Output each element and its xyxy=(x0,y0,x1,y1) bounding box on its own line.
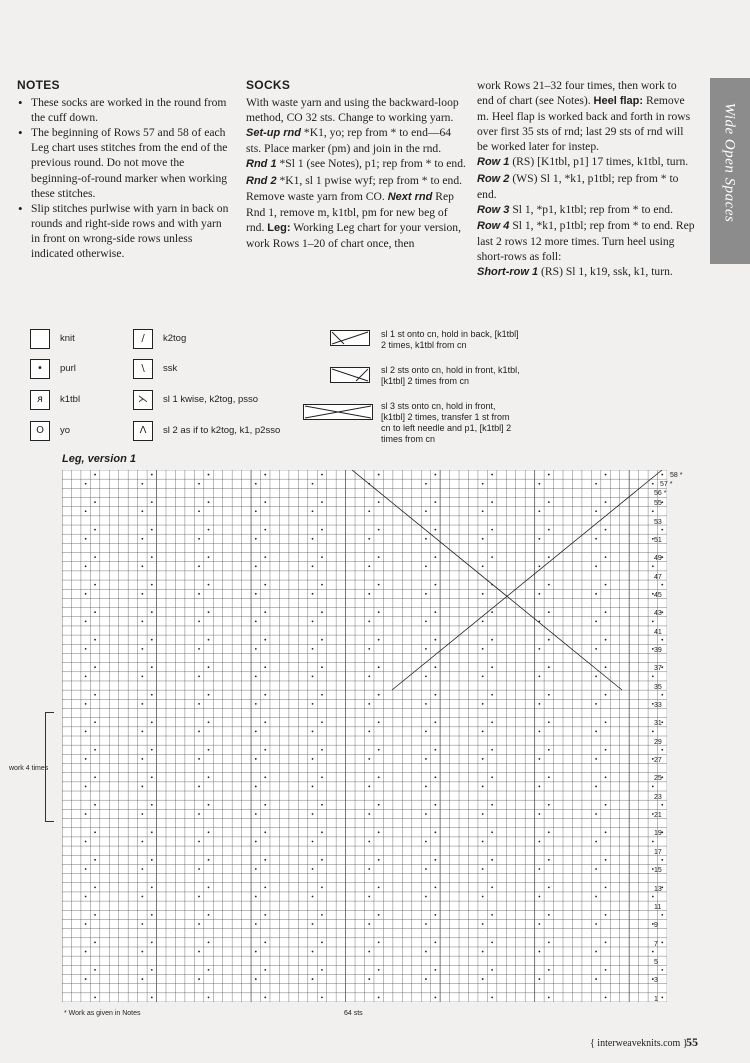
note-item: • The beginning of Rows 57 and 58 of each Leg chart uses stitches from the end of the previous round. Do not move the beginning-of-round marker when working these stitches. xyxy=(17,125,232,200)
cable-left-icon xyxy=(330,367,370,383)
row1-paragraph xyxy=(477,154,695,170)
row2-text: (WS) Sl 1, *k1, p1tbl; rep from * to end. xyxy=(477,171,679,201)
repeat-label: work 4 times xyxy=(9,765,49,772)
setup-label: Set-up rnd xyxy=(246,127,301,140)
k1tbl-symbol-icon: ᴙ xyxy=(30,390,50,410)
cable-2-label: sl 2 sts onto cn, hold in front, k1tbl, [k1tbl] 2 times from cn xyxy=(381,365,520,386)
socks-paragraph xyxy=(246,95,466,156)
key-label: yo xyxy=(60,425,71,436)
row-number: 55 xyxy=(654,500,662,508)
row-number: 31 xyxy=(654,720,662,728)
purl-symbol-icon: • xyxy=(30,359,50,379)
rnd2-text: *K1, sl 1 pwise wyf; rep from * to end. Remove waste yarn from CO. xyxy=(246,173,463,203)
s2kp-symbol-icon: Λ xyxy=(133,421,153,441)
key-label: knit xyxy=(60,333,75,344)
row-number: 19 xyxy=(654,830,662,838)
rnd2-label: Rnd 2 xyxy=(246,174,277,187)
socks-intro: With waste yarn and using the backward-loop method, CO 32 sts. Change to working yarn. xyxy=(246,96,459,125)
row-number: 11 xyxy=(654,903,662,911)
ssk-symbol-icon: \ xyxy=(133,359,153,379)
row1-label: Row 1 xyxy=(477,156,510,169)
setup-text: *K1, yo; rep from * to end—64 sts. Place marker (pm) and join in the rnd. xyxy=(246,126,452,156)
note-item: • Slip stitches purlwise with yarn in back on rounds and right-side rows and with yarn in front on wrong-side rows unless indicated otherwise. xyxy=(17,201,232,261)
heel-flap-label: Heel flap: xyxy=(593,95,644,108)
row-number: 17 xyxy=(654,848,662,856)
next-text: Rep Rnd 1, remove m, k1tbl, pm for new beg of rnd. xyxy=(246,189,454,234)
next-label: Next rnd xyxy=(387,190,433,203)
socks-column xyxy=(246,78,466,251)
row-number: 49 xyxy=(654,555,662,563)
row-number: 47 xyxy=(654,573,662,581)
row4-paragraph xyxy=(477,218,695,264)
cable-wide-icon xyxy=(303,404,373,420)
row3-text: Sl 1, *p1, k1tbl; rep from * to end. xyxy=(512,202,674,216)
key-label: k1tbl xyxy=(60,394,81,405)
rnd2-paragraph xyxy=(246,173,466,251)
page-number: 55 xyxy=(686,1035,698,1049)
cable-1-label: sl 1 st onto cn, hold in back, [k1tbl] 2 times, k1tbl from cn xyxy=(381,329,519,350)
repeat-text: Rep last 2 rows 12 more times. Turn heel using short-rows as foll: xyxy=(477,218,695,264)
col3-paragraph xyxy=(477,78,695,154)
row-number: 41 xyxy=(654,628,662,636)
shortrow-paragraph xyxy=(477,264,695,280)
yo-symbol-icon: O xyxy=(30,421,50,441)
row-number: 29 xyxy=(654,738,662,746)
key-label: purl xyxy=(60,363,76,374)
row-number: 37 xyxy=(654,665,662,673)
leg-chart-grid xyxy=(62,470,667,1002)
knit-symbol-icon xyxy=(30,329,50,349)
row-number: 15 xyxy=(654,867,662,875)
row-number: 43 xyxy=(654,610,662,618)
leg-label: Leg: xyxy=(267,221,291,234)
rnd1-label: Rnd 1 xyxy=(246,158,277,171)
leg-text: Working Leg chart for your version, work Rows 1–20 of chart once, then xyxy=(246,220,461,250)
stitch-count: 64 sts xyxy=(344,1010,363,1017)
row2-label: Row 2 xyxy=(477,172,510,185)
key-label: sl 2 as if to k2tog, k1, p2sso xyxy=(163,425,281,436)
footer-site: { interweaveknits.com } xyxy=(590,1038,688,1049)
row-number: 33 xyxy=(654,702,662,710)
rnd1-text: *Sl 1 (see Notes), p1; rep from * to end. xyxy=(279,157,466,171)
row-number: 23 xyxy=(654,793,662,801)
row-number: 13 xyxy=(654,885,662,893)
row-number: 56 * xyxy=(654,490,667,497)
sk2p-symbol-icon: ⋋ xyxy=(133,390,153,410)
row-number: 57 * xyxy=(660,481,673,488)
row1-text: (RS) [K1tbl, p1] 17 times, k1tbl, turn. xyxy=(512,155,689,169)
row-number: 58 * xyxy=(670,472,683,479)
row3-paragraph xyxy=(477,202,695,218)
row-number: 51 xyxy=(654,536,662,544)
key-label: sl 1 kwise, k2tog, psso xyxy=(163,394,259,405)
short-row-label: Short-row 1 xyxy=(477,266,539,279)
row-number: 39 xyxy=(654,647,662,655)
notes-column xyxy=(17,78,232,261)
section-tab-label: Wide Open Spaces xyxy=(721,102,738,223)
row3-label: Row 3 xyxy=(477,203,510,216)
notes-list xyxy=(17,95,232,261)
row-number: 35 xyxy=(654,683,662,691)
row-number: 5 xyxy=(654,958,658,966)
row-number: 21 xyxy=(654,812,662,820)
heel-flap-text: Remove m. Heel flap is worked back and forth in rows over first 35 sts of rnd; last 29 sts of rnd will be worked later for instep. xyxy=(477,94,691,154)
row-number: 53 xyxy=(654,518,662,526)
chart-footnote: * Work as given in Notes xyxy=(64,1010,141,1017)
col3-intro: work Rows 21–32 four times, then work to end of chart (see Notes). xyxy=(477,79,677,108)
cable-3-label: sl 3 sts onto cn, hold in front, [k1tbl] 2 times, transfer 1 st from cn to left needle and p1, [k1tbl] 2 times from cn xyxy=(381,401,512,444)
row-number: 1 xyxy=(654,995,658,1003)
short-row-text: (RS) Sl 1, k19, ssk, k1, turn. xyxy=(541,265,673,279)
note-item: • These socks are worked in the round from the cuff down. xyxy=(17,95,232,125)
row-number: 27 xyxy=(654,757,662,765)
row4-label: Row 4 xyxy=(477,219,510,232)
cable-right-icon xyxy=(330,330,370,346)
socks-heading: SOCKS xyxy=(246,78,291,92)
row-number: 3 xyxy=(654,977,658,985)
rnd1-paragraph xyxy=(246,156,466,172)
key-label: k2tog xyxy=(163,333,187,344)
heel-column xyxy=(477,78,695,280)
row-number: 7 xyxy=(654,940,658,948)
chart-title: Leg, version 1 xyxy=(62,453,136,465)
key-label: ssk xyxy=(163,363,178,374)
row4-text: Sl 1, *k1, p1tbl; rep from * to end. xyxy=(512,218,674,232)
notes-heading: NOTES xyxy=(17,78,60,92)
k2tog-symbol-icon: / xyxy=(133,329,153,349)
row-number: 25 xyxy=(654,775,662,783)
row-number: 45 xyxy=(654,591,662,599)
row2-paragraph xyxy=(477,171,695,202)
section-tab xyxy=(710,78,750,264)
row-number: 9 xyxy=(654,922,658,930)
